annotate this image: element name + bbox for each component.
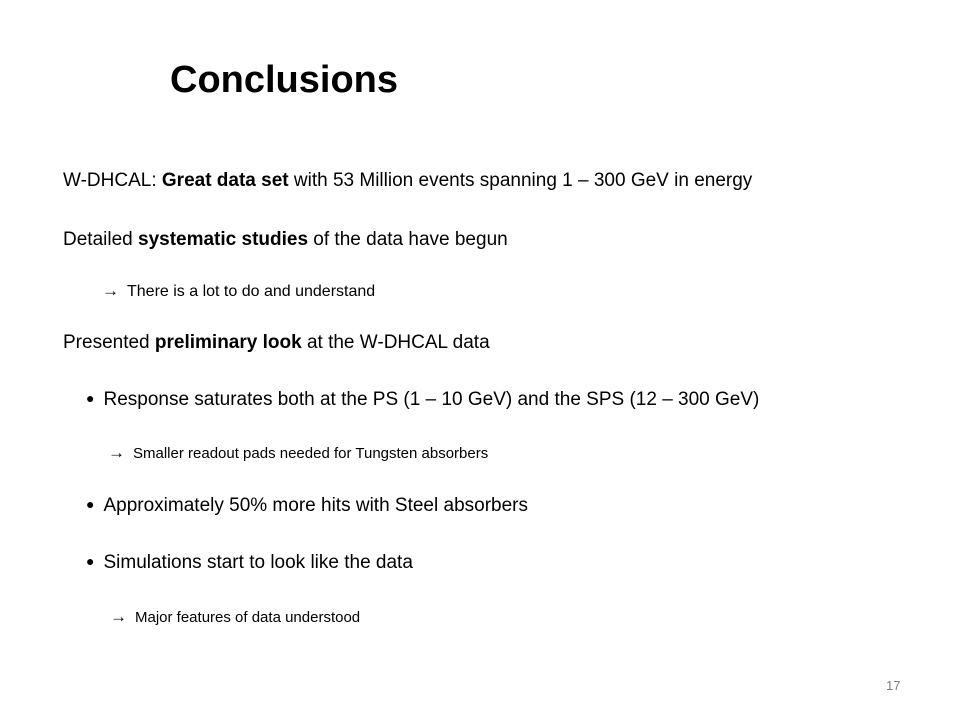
conclusion-line-preliminary-look [63,332,490,355]
bullet-text: Approximately 50% more hits with Steel absorbers [103,495,528,516]
bullet-icon: ● [86,390,95,406]
line-emphasis: systematic studies [138,229,309,250]
bullet-text: Simulations start to look like the data [103,552,413,573]
bullet-response-saturates [86,389,759,412]
sub-point-text: Smaller readout pads needed for Tungsten absorbers [133,445,489,462]
line-prefix: Presented [63,332,155,353]
line-prefix: Detailed [63,229,138,250]
line-suffix: with 53 Million events spanning 1 – 300 GeV in energy [288,170,753,191]
arrow-icon: → [110,607,127,626]
line-suffix: at the W-DHCAL data [301,332,490,353]
sub-point-text: There is a lot to do and understand [127,283,376,300]
sub-point-text: Major features of data understood [135,609,361,626]
arrow-icon: → [102,281,119,300]
arrow-icon: → [108,443,125,462]
bullet-icon: ● [86,496,95,512]
bullet-more-hits-steel [86,495,528,518]
sub-point-smaller-readout-pads [108,443,488,463]
bullet-text: Response saturates both at the PS (1 – 10 GeV) and the SPS (12 – 300 GeV) [103,389,760,410]
line-emphasis: Great data set [161,170,289,191]
conclusion-line-systematic-studies [63,229,508,252]
line-emphasis: preliminary look [154,332,302,353]
slide-number: 17 [886,678,901,693]
line-suffix: of the data have begun [308,229,508,250]
conclusion-line-data-set [63,170,752,193]
sub-point-major-features [110,607,360,627]
sub-point-lot-to-do [102,281,375,301]
line-prefix: W-DHCAL: [63,170,162,191]
slide-title: Conclusions [170,59,399,101]
bullet-simulations [86,552,413,575]
bullet-icon: ● [86,553,95,569]
